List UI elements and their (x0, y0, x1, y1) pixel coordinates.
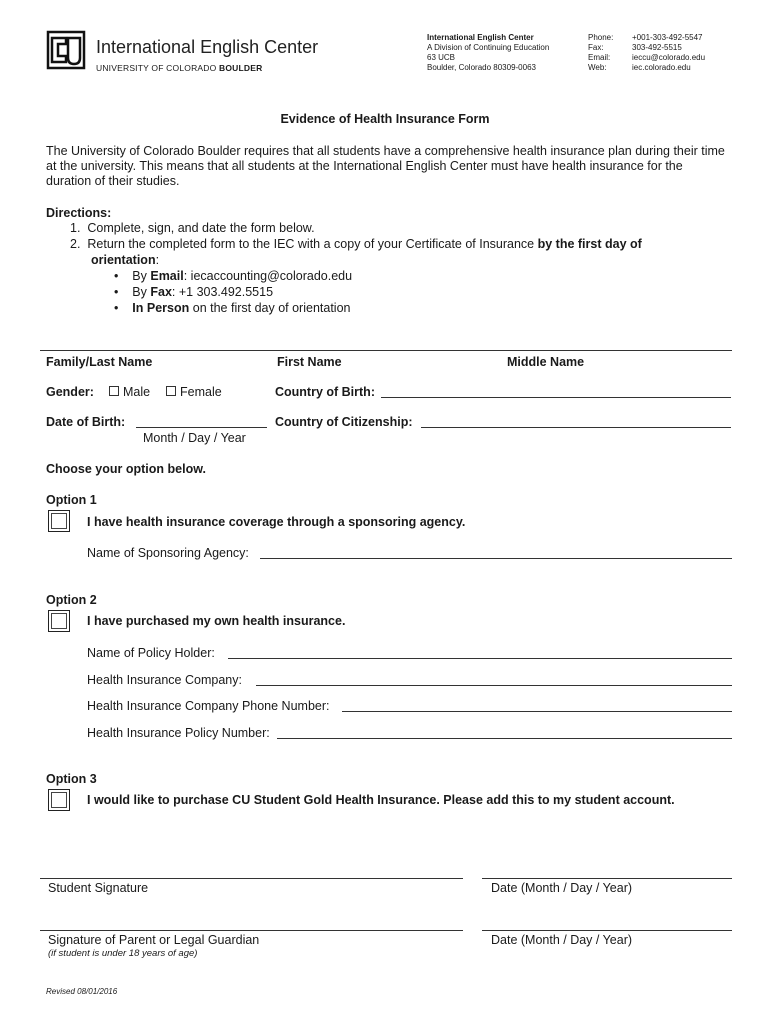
policy-holder-field[interactable] (228, 658, 732, 659)
company-phone-label: Health Insurance Company Phone Number: (87, 699, 330, 713)
country-birth-label: Country of Birth: (275, 385, 375, 399)
bullet-icon: • (114, 285, 119, 299)
sponsor-label: Name of Sponsoring Agency: (87, 546, 249, 560)
option1-text: I have health insurance coverage through a sponsoring agency. (87, 515, 466, 529)
guardian-date-field[interactable] (482, 930, 732, 931)
option2-title: Option 2 (46, 593, 97, 607)
address-block: International English Center A Division of Continuing Education 63 UCB Boulder, Colorado 80309-0063 (427, 33, 550, 72)
student-date-label: Date (Month / Day / Year) (491, 881, 633, 895)
guardian-signature-label: Signature of Parent or Legal Guardian (48, 933, 260, 947)
middle-name-label[interactable]: Middle Name (507, 355, 585, 369)
dob-field[interactable] (136, 427, 267, 428)
revised-date: Revised 08/01/2016 (46, 987, 118, 996)
company-label: Health Insurance Company: (87, 673, 242, 687)
student-date-field[interactable] (482, 878, 732, 879)
bullet-icon: • (114, 269, 119, 283)
form-title: Evidence of Health Insurance Form (280, 112, 490, 126)
option2-text: I have purchased my own health insurance. (87, 614, 346, 628)
bullet-in-person: • In Person on the first day of orientation (114, 301, 351, 315)
contact-values: +001-303-492-5547 303-492-5515 ieccu@colorado.edu iec.colorado.edu (632, 33, 706, 72)
country-birth-field[interactable] (381, 397, 731, 398)
directions-heading: Directions: (46, 206, 112, 220)
option3-title: Option 3 (46, 772, 97, 786)
policy-number-field[interactable] (277, 738, 732, 739)
bullet-email: • By Email: iecaccounting@colorado.edu (114, 269, 353, 283)
option1-checkbox[interactable] (48, 510, 70, 532)
policy-number-label: Health Insurance Policy Number: (87, 726, 270, 740)
dob-label: Date of Birth: (46, 415, 126, 429)
guardian-signature-field[interactable] (40, 930, 463, 931)
guardian-date-label: Date (Month / Day / Year) (491, 933, 633, 947)
policy-holder-label: Name of Policy Holder: (87, 646, 215, 660)
name-divider (40, 350, 732, 351)
bullet-fax: • By Fax: +1 303.492.5515 (114, 285, 274, 299)
company-field[interactable] (256, 685, 732, 686)
option1-title: Option 1 (46, 493, 97, 507)
gender-female-option[interactable]: Female (166, 385, 222, 400)
gender-male-option[interactable]: Male (109, 385, 150, 400)
bullet-icon: • (114, 301, 119, 315)
gender-label: Gender: (46, 385, 94, 399)
student-signature-field[interactable] (40, 878, 463, 879)
family-name-label[interactable]: Family/Last Name (46, 355, 153, 369)
student-signature-label: Student Signature (48, 881, 149, 895)
direction-step-2: 2. Return the completed form to the IEC with a copy of your Certificate of Insurance by the first day of (70, 237, 642, 251)
company-phone-field[interactable] (342, 711, 732, 712)
guardian-note: (if student is under 18 years of age) (48, 948, 198, 959)
dob-hint: Month / Day / Year (143, 431, 246, 445)
option3-checkbox[interactable] (48, 789, 70, 811)
cu-logo-icon (44, 28, 88, 72)
country-citizenship-label: Country of Citizenship: (275, 415, 413, 429)
option2-checkbox[interactable] (48, 610, 70, 632)
first-name-label[interactable]: First Name (277, 355, 342, 369)
choose-option-heading: Choose your option below. (46, 462, 206, 476)
country-citizenship-field[interactable] (421, 427, 731, 428)
contact-labels: Phone: Fax: Email: Web: (588, 33, 614, 72)
university-name: UNIVERSITY OF COLORADO BOULDER (96, 63, 263, 73)
male-checkbox[interactable] (109, 386, 119, 396)
org-name: International English Center (96, 37, 319, 57)
option3-text: I would like to purchase CU Student Gold Health Insurance. Please add this to my student account. (87, 793, 675, 807)
intro-paragraph: The University of Colorado Boulder requires that all students have a comprehensive health insurance plan during their time at the university. This means that all students at the International English Center must have health insurance for the duration of their studies. (46, 144, 725, 188)
sponsor-field[interactable] (260, 558, 732, 559)
direction-step-2-cont: orientation: (91, 253, 160, 267)
direction-step-1: 1. Complete, sign, and date the form below. (70, 221, 315, 235)
female-checkbox[interactable] (166, 386, 176, 396)
